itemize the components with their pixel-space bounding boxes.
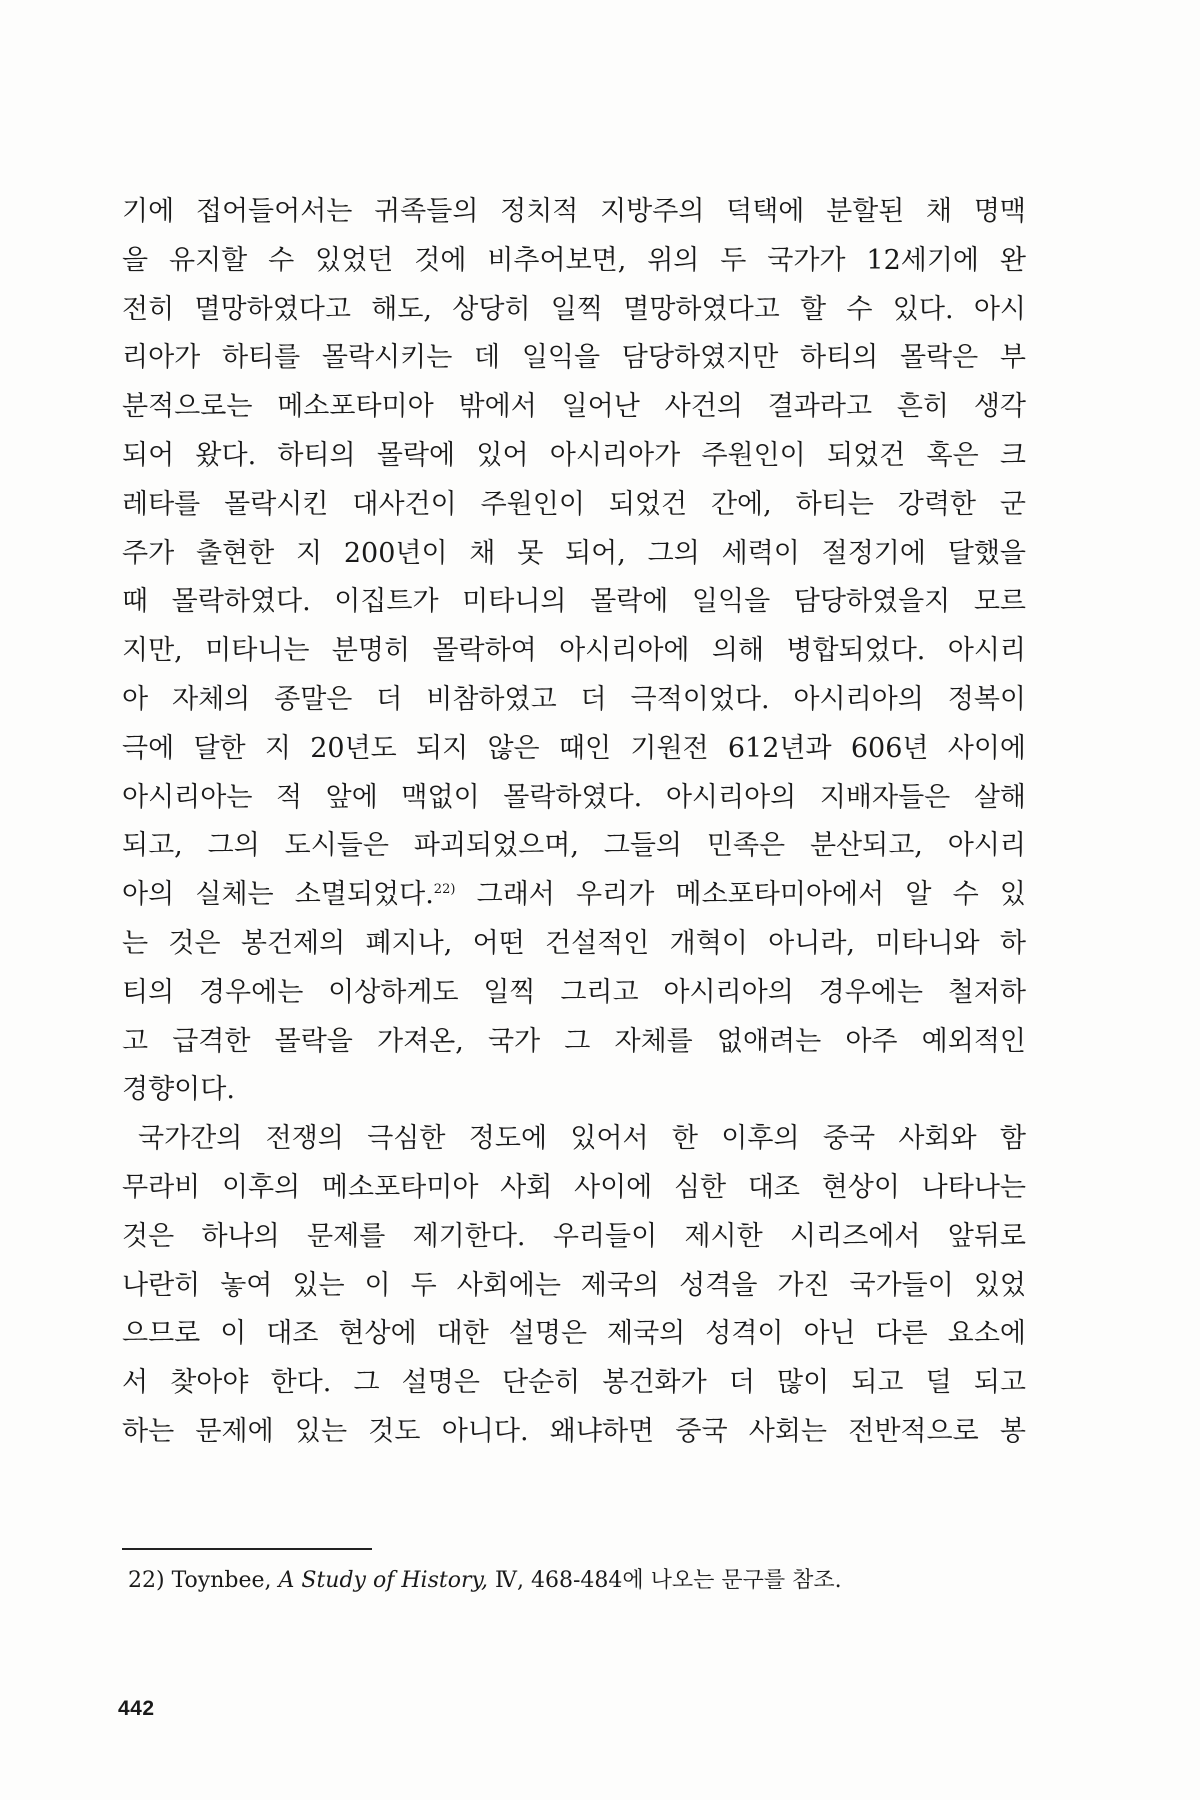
body-text [122,188,1026,1457]
text-line: 으므로 이 대조 현상에 대한 설명은 제국의 성격이 아닌 다른 요소에 [122,1318,1026,1350]
footnote-reference: 22) [433,882,456,898]
text-line: 아시리아는 적 앞에 맥없이 몰락하였다. 아시리아의 지배자들은 살해 [122,781,1026,813]
text-line: 하는 문제에 있는 것도 아니다. 왜냐하면 중국 사회는 전반적으로 봉 [122,1415,1026,1447]
text-line: 레타를 몰락시킨 대사건이 주원인이 되었건 간에, 하티는 강력한 군 [122,488,1026,520]
footnote-number: 22) [128,1568,165,1593]
text-line: 주가 출현한 지 200년이 채 못 되어, 그의 세력이 절정기에 달했을 [122,537,1026,569]
text-line-with-footnote-ref [122,871,1026,920]
text-line: 극에 달한 지 20년도 되지 않은 때인 기원전 612년과 606년 사이에 [122,732,1026,764]
text-line: 서 찾아야 한다. 그 설명은 단순히 봉건화가 더 많이 되고 덜 되고 [122,1367,1026,1399]
text-line: 되고, 그의 도시들은 파괴되었으며, 그들의 민족은 분산되고, 아시리 [122,830,1026,862]
text-line: 티의 경우에는 이상하게도 일찍 그리고 아시리아의 경우에는 철저하 [122,976,1026,1008]
text-line: 리아가 하티를 몰락시키는 데 일익을 담당하였지만 하티의 몰락은 부 [122,342,1026,374]
text-line: 전히 멸망하였다고 해도, 상당히 일찍 멸망하였다고 할 수 있다. 아시 [122,293,1026,325]
text-line: 것은 하나의 문제를 제기한다. 우리들이 제시한 시리즈에서 앞뒤로 [122,1220,1026,1252]
text-line: 는 것은 봉건제의 폐지나, 어떤 건설적인 개혁이 아니라, 미타니와 하 [122,927,1026,959]
text-line: 때 몰락하였다. 이집트가 미타니의 몰락에 일익을 담당하였을지 모르 [122,586,1026,618]
text-line: 고 급격한 몰락을 가져온, 국가 그 자체를 없애려는 아주 예외적인 [122,1025,1026,1057]
footnote [128,1566,842,1596]
text-line: 나란히 놓여 있는 이 두 사회에는 제국의 성격을 가진 국가들이 있었 [122,1269,1026,1301]
text-line: 아 자체의 종말은 더 비참하였고 더 극적이었다. 아시리아의 정복이 [122,683,1026,715]
footnote-work-title: A Study of History, [278,1568,488,1593]
footnote-citation: Ⅳ, 468-484에 나오는 문구를 참조. [494,1568,842,1593]
text-line: 되어 왔다. 하티의 몰락에 있어 아시리아가 주원인이 되었건 혹은 크 [122,439,1026,471]
page-number: 442 [118,1697,155,1720]
paragraph-start-line: 국가간의 전쟁의 극심한 정도에 있어서 한 이후의 중국 사회와 함 [138,1123,1026,1155]
text-line: 무라비 이후의 메소포타미아 사회 사이에 심한 대조 현상이 나타나는 [122,1171,1026,1203]
text-line: 지만, 미타니는 분명히 몰락하여 아시리아에 의해 병합되었다. 아시리 [122,635,1026,667]
text-line: 을 유지할 수 있었던 것에 비추어보면, 위의 두 국가가 12세기에 완 [122,244,1026,276]
footnote-author: Toynbee, [171,1568,272,1593]
paragraph-end-line: 경향이다. [122,1074,235,1106]
text-segment: 아의 실체는 소멸되었다. [122,879,434,911]
text-line: 분적으로는 메소포타미아 밖에서 일어난 사건의 결과라고 흔히 생각 [122,391,1026,423]
text-segment: 그래서 우리가 메소포타미아에서 알 수 있 [455,879,1026,911]
text-line: 기에 접어들어서는 귀족들의 정치적 지방주의 덕택에 분할된 채 명맥 [122,196,1026,227]
footnote-divider [122,1548,372,1550]
